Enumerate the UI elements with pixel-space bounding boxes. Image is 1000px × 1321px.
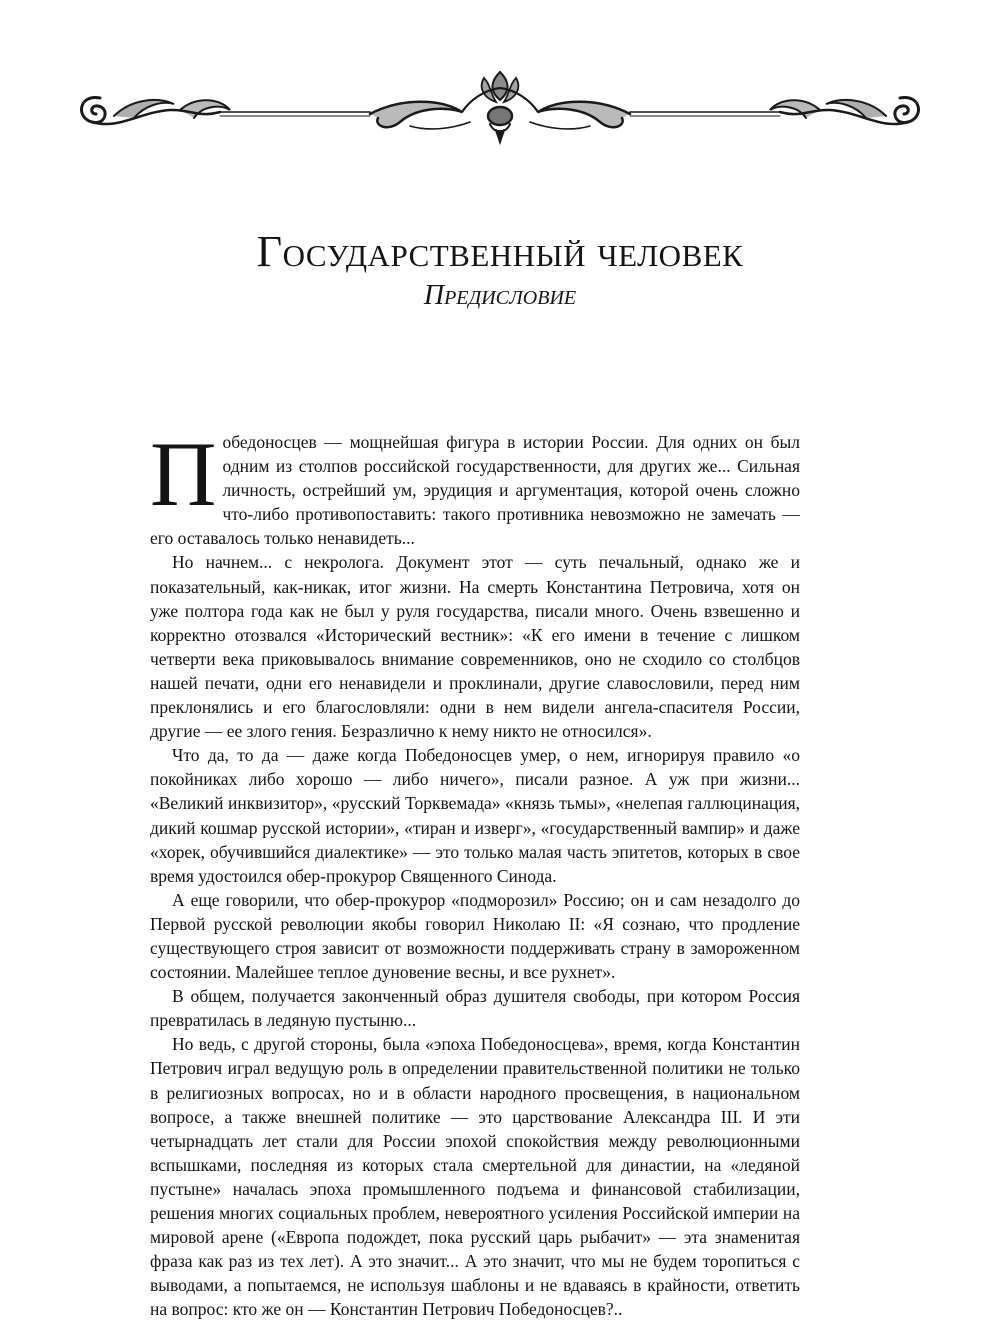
chapter-title: Государственный человек [256, 227, 744, 276]
chapter-subtitle: Предисловие [423, 280, 577, 311]
left-scroll-icon [82, 98, 230, 124]
drop-cap: П [150, 423, 217, 525]
paragraph-6: Но ведь, с другой стороны, была «эпоха Победоносцева», время, когда Константин Петрович играл ведущую роль в определении правительственной политики не только в религиозных вопросах, но и в области народного просвещения, в национальном вопросе, а также внешней политике — это царствование Александра III. И эти четырнадцать лет стали для России эпохой спокойствия между революционными вспышками, последняя из которых стала смертельной для династии, на «ледяной пустыне» началась эпоха промышленного подъема и финансовой стабилизации, решения многих социальных проблем, невероятного усиления Российской империи на мировой арене («Европа подождет, пока русский царь рыбачит» — эта знаменитая фраза как раз из тех лет). А это значит... А это значит, что мы не будем торопиться с выводами, а попытаемся, не используя шаблоны и не вдаваясь в крайности, ответить на вопрос: кто же он — Константин Петрович Победоносцев?.. [150, 1034, 800, 1320]
article-body [150, 423, 800, 1321]
center-acanthus-icon [370, 72, 630, 142]
paragraph-4: А еще говорили, что обер-прокурор «подморозил» Россию; он и сам незадолго до Первой русской революции якобы говорил Николаю II: «Я сознаю, что продление существующего строя зависит от возможности поддерживать страну в замороженном состоянии. Малейшее теплое дуновение весны, и все рухнет». [150, 889, 800, 983]
header-ornament-icon [70, 60, 930, 150]
right-scroll-icon [770, 98, 918, 124]
paragraph-1 [150, 423, 800, 550]
paragraph-2: Но начнем... с некролога. Документ этот — суть печальный, однако же и показательный, как-никак, итог жизни. На смерть Константина Петровича, хотя он уже полтора года как не был у руля государства, писали много. Очень взвешенно и корректно отозвался «Исторический вестник»: «К его имени в течение с лишком четверти века приковывалось внимание современников, оно не сходило со столбцов нашей печати, одни его ненавидели и проклинали, другие славословили, перед ним преклонялись и его благословляли: одни в нем видели ангела-спасителя России, другие — ее злого гения. Безразлично к нему никто не относился». [150, 552, 800, 742]
paragraph-1-text: обедоносцев — мощнейшая фигура в истории России. Для одних он был одним из столпов российской государственности, для других же... Сильная личность, острейший ум, эрудиция и аргументация, которой очень сложно что-либо противопоставить: такого противника невозможно не замечать — его оставалось только ненавидеть... [150, 432, 800, 549]
paragraph-5: В общем, получается законченный образ душителя свободы, при котором Россия превратилась в ледяную пустыню... [150, 986, 800, 1031]
paragraph-3: Что да, то да — даже когда Победоносцев умер, о нем, игнорируя правило «о покойниках либо хорошо — либо ничего», писали разное. А уж при жизни... «Великий инквизитор», «русский Торквемада» «князь тьмы», «нелепая галлюцинация, дикий кошмар русской истории», «тиран и изверг», «государственный вампир» и даже «хорек, обучившийся диалектике» — это только малая часть эпитетов, которых в свое время удостоился обер-прокурор Священного Синода. [150, 745, 800, 886]
